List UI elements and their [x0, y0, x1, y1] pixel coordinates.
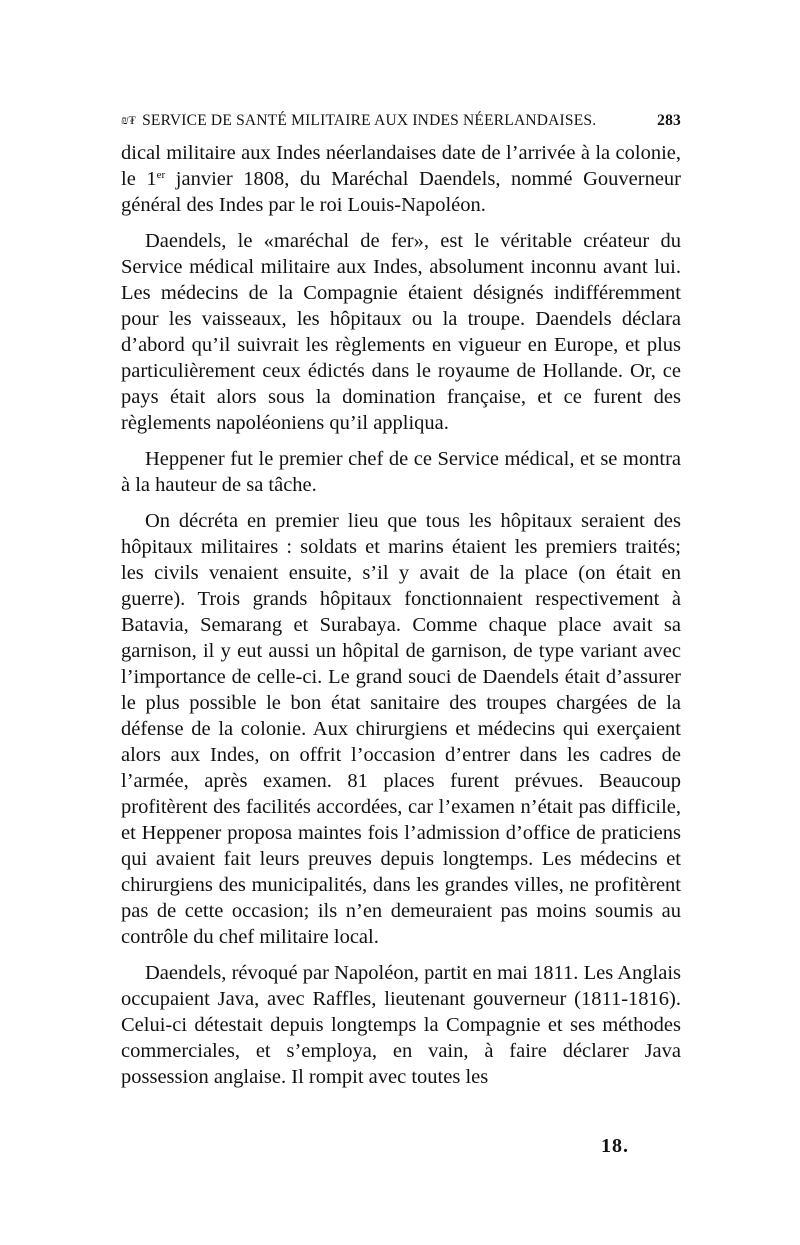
- paragraph-1-text-end: janvier 1808, du Maréchal Daendels, nommé Gouverneur général des Indes par le roi Louis-Napoléon.: [121, 168, 682, 216]
- paragraph-4: On décréta en premier lieu que tous les hôpitaux seraient des hôpitaux militaires : soldats et marins étaient les premiers traités; les civils venaient ensuite, s’il y avait de la place (on était en guerre). Trois grands hôpitaux fonctionnaient respectivement à Batavia, Semarang et Surabaya. Comme chaque place avait sa garnison, il y eut aussi un hôpital de garnison, de type variant avec l’importance de celle-ci. Le grand souci de Daendels était d’assurer le plus possible le bon état sanitaire des troupes chargées de la défense de la colonie. Aux chirurgiens et médecins qui exerçaient alors aux Indes, on offrit l’occasion d’entrer dans les cadres de l’armée, après examen. 81 places furent prévues. Beaucoup profitèrent des facilités accordées, car l’examen n’était pas difficile, et Heppener proposa maintes fois l’admission d’office de praticiens qui avaient fait leurs preuves depuis longtemps. Les médecins et chirurgiens des municipalités, dans les grandes villes, ne profitèrent pas de cette occasion; ils n’en demeuraient pas moins soumis au contrôle du chef militaire local.: [121, 510, 681, 948]
- paragraph-1: [121, 140, 681, 218]
- page-number: 283: [657, 112, 681, 129]
- header-title-group: [121, 112, 596, 130]
- header-title: SERVICE DE SANTÉ MILITAIRE AUX INDES NÉERLANDAISES.: [142, 112, 597, 129]
- paragraph-3: Heppener fut le premier chef de ce Service médical, et se montra à la hauteur de sa tâche.: [121, 448, 681, 496]
- paragraph-1-text-start: dical militaire aux Indes néerlandaises date de l’arrivée à la colonie, le 1: [121, 142, 681, 190]
- running-header: [121, 112, 681, 130]
- paragraph-5: Daendels, révoqué par Napoléon, partit en mai 1811. Les Anglais occupaient Java, avec Raffles, lieutenant gouverneur (1811-1816). Celui-ci détestait depuis longtemps la Compagnie et ses méthodes commerciales, et s’employa, en vain, à faire déclarer Java possession anglaise. Il rompit avec toutes les: [121, 962, 681, 1088]
- ordinal-superscript: er: [156, 169, 166, 181]
- printer-ornament: ₪₮: [121, 113, 137, 127]
- signature-mark: 18.: [601, 1135, 629, 1157]
- page-content: [121, 112, 681, 1100]
- paragraph-2: Daendels, le «maréchal de fer», est le véritable créateur du Service médical militaire aux Indes, absolument inconnu avant lui. Les médecins de la Compagnie étaient désignés indifféremment pour les vaisseaux, les hôpitaux ou la troupe. Daendels déclara d’abord qu’il suivrait les règlements en vigueur en Europe, et plus particulièrement ceux édictés dans le royaume de Hollande. Or, ce pays était alors sous la domination française, et ce furent des règlements napoléoniens qu’il appliqua.: [121, 230, 681, 434]
